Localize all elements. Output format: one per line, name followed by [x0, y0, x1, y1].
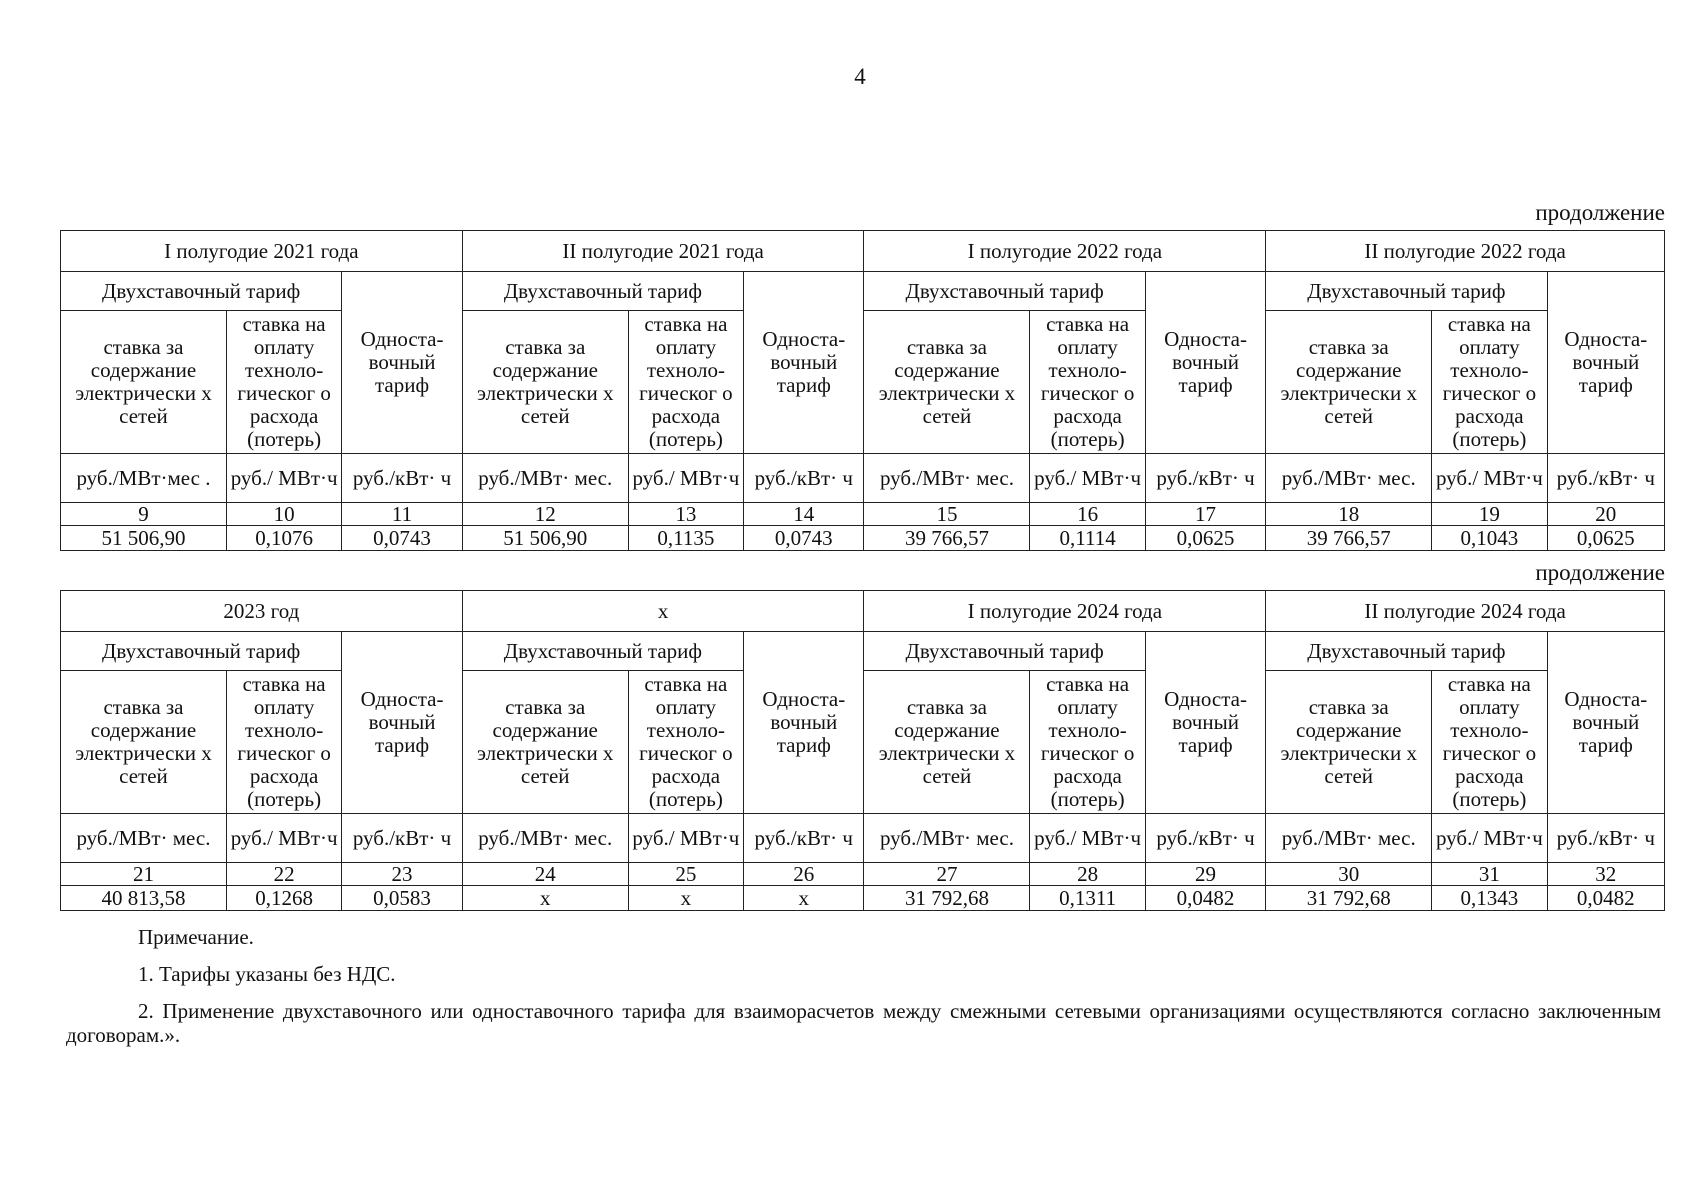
value-cell: 0,0482	[1547, 886, 1664, 911]
two-rate-tariff-header: Двухставочный тариф	[1266, 632, 1547, 671]
column-number-cell: 28	[1030, 863, 1145, 886]
tariff-type-row	[61, 632, 1665, 671]
maintenance-rate-header: ставка за содержание электрически х сетей	[61, 671, 227, 814]
column-number-cell: 27	[864, 863, 1030, 886]
maintenance-rate-header: ставка за содержание электрически х сетей	[864, 671, 1030, 814]
loss-rate-header: ставка на оплату техноло- гическог о расхода (потерь)	[226, 671, 341, 814]
period-header: II полугодие 2022 года	[1266, 231, 1665, 272]
value-cell: x	[628, 886, 743, 911]
single-rate-tariff-header: Односта- вочный тариф	[342, 272, 462, 454]
unit-cell: руб./кВт· ч	[342, 814, 462, 863]
unit-cell: руб./кВт· ч	[1145, 454, 1265, 503]
period-header-row	[61, 231, 1665, 272]
column-number-cell: 23	[342, 863, 462, 886]
values-row	[61, 526, 1665, 551]
column-number-row	[61, 503, 1665, 526]
value-cell: 39 766,57	[864, 526, 1030, 551]
unit-cell: руб./ МВт·ч	[628, 814, 743, 863]
column-number-cell: 30	[1266, 863, 1432, 886]
single-rate-tariff-header: Односта- вочный тариф	[744, 272, 864, 454]
continuation-label: продолжение	[1535, 560, 1665, 585]
page-number: 4	[854, 64, 866, 89]
notes-title: Примечание.	[138, 925, 254, 949]
value-cell: 31 792,68	[864, 886, 1030, 911]
unit-cell: руб./МВт· мес.	[462, 814, 628, 863]
value-cell: 40 813,58	[61, 886, 227, 911]
unit-cell: руб./МВт·мес .	[61, 454, 227, 503]
units-row	[61, 454, 1665, 503]
value-cell: 39 766,57	[1266, 526, 1432, 551]
unit-cell: руб./МВт· мес.	[864, 454, 1030, 503]
unit-cell: руб./кВт· ч	[1547, 814, 1664, 863]
note-item-2: 2. Применение двухставочного или одноставочного тарифа для взаиморасчетов между смежными сетевыми организациями осуществляются согласно заключенным договорам.».	[66, 999, 1661, 1047]
two-rate-tariff-header: Двухставочный тариф	[864, 632, 1145, 671]
value-cell: x	[744, 886, 864, 911]
period-header: I полугодие 2021 года	[61, 231, 463, 272]
unit-cell: руб./кВт· ч	[744, 454, 864, 503]
value-cell: 0,0743	[342, 526, 462, 551]
unit-cell: руб./ МВт·ч	[226, 454, 341, 503]
two-rate-tariff-header: Двухставочный тариф	[61, 272, 342, 311]
note-item-1: 1. Тарифы указаны без НДС.	[138, 962, 396, 986]
unit-cell: руб./МВт· мес.	[462, 454, 628, 503]
two-rate-tariff-header: Двухставочный тариф	[1266, 272, 1547, 311]
unit-cell: руб./ МВт·ч	[1030, 814, 1145, 863]
column-number-cell: 20	[1547, 503, 1664, 526]
tariff-table-1	[60, 230, 1665, 551]
column-number-row	[61, 863, 1665, 886]
value-cell: 0,0743	[744, 526, 864, 551]
two-rate-tariff-header: Двухставочный тариф	[61, 632, 342, 671]
two-rate-tariff-header: Двухставочный тариф	[462, 272, 743, 311]
column-number-cell: 14	[744, 503, 864, 526]
column-number-cell: 12	[462, 503, 628, 526]
single-rate-tariff-header: Односта- вочный тариф	[1547, 272, 1664, 454]
column-number-cell: 25	[628, 863, 743, 886]
loss-rate-header: ставка на оплату техноло- гическог о расхода (потерь)	[628, 311, 743, 454]
single-rate-tariff-header: Односта- вочный тариф	[1145, 272, 1265, 454]
column-number-cell: 26	[744, 863, 864, 886]
tariff-type-row	[61, 272, 1665, 311]
period-header: I полугодие 2022 года	[864, 231, 1266, 272]
loss-rate-header: ставка на оплату техноло- гическог о расхода (потерь)	[1030, 311, 1145, 454]
column-number-cell: 32	[1547, 863, 1664, 886]
single-rate-tariff-header: Односта- вочный тариф	[1547, 632, 1664, 814]
column-number-cell: 21	[61, 863, 227, 886]
column-number-cell: 19	[1432, 503, 1547, 526]
column-number-cell: 13	[628, 503, 743, 526]
unit-cell: руб./ МВт·ч	[1432, 454, 1547, 503]
unit-cell: руб./МВт· мес.	[864, 814, 1030, 863]
value-cell: x	[462, 886, 628, 911]
unit-cell: руб./кВт· ч	[1145, 814, 1265, 863]
period-header: 2023 год	[61, 591, 463, 632]
column-number-cell: 29	[1145, 863, 1265, 886]
column-number-cell: 15	[864, 503, 1030, 526]
unit-cell: руб./ МВт·ч	[1030, 454, 1145, 503]
value-cell: 0,1135	[628, 526, 743, 551]
value-cell: 0,1043	[1432, 526, 1547, 551]
maintenance-rate-header: ставка за содержание электрически х сетей	[1266, 311, 1432, 454]
value-cell: 0,1343	[1432, 886, 1547, 911]
maintenance-rate-header: ставка за содержание электрически х сетей	[864, 311, 1030, 454]
unit-cell: руб./МВт· мес.	[61, 814, 227, 863]
value-cell: 0,0625	[1547, 526, 1664, 551]
loss-rate-header: ставка на оплату техноло- гическог о расхода (потерь)	[1432, 311, 1547, 454]
maintenance-rate-header: ставка за содержание электрически х сетей	[462, 671, 628, 814]
loss-rate-header: ставка на оплату техноло- гическог о расхода (потерь)	[628, 671, 743, 814]
column-number-cell: 9	[61, 503, 227, 526]
loss-rate-header: ставка на оплату техноло- гическог о расхода (потерь)	[226, 311, 341, 454]
period-header: I полугодие 2024 года	[864, 591, 1266, 632]
maintenance-rate-header: ставка за содержание электрически х сетей	[61, 311, 227, 454]
unit-cell: руб./МВт· мес.	[1266, 814, 1432, 863]
unit-cell: руб./ МВт·ч	[1432, 814, 1547, 863]
column-number-cell: 17	[1145, 503, 1265, 526]
column-number-cell: 11	[342, 503, 462, 526]
loss-rate-header: ставка на оплату техноло- гическог о расхода (потерь)	[1432, 671, 1547, 814]
unit-cell: руб./МВт· мес.	[1266, 454, 1432, 503]
maintenance-rate-header: ставка за содержание электрически х сетей	[1266, 671, 1432, 814]
values-row	[61, 886, 1665, 911]
column-number-cell: 10	[226, 503, 341, 526]
tariff-table-2	[60, 590, 1665, 911]
single-rate-tariff-header: Односта- вочный тариф	[342, 632, 462, 814]
value-cell: 0,1076	[226, 526, 341, 551]
unit-cell: руб./ МВт·ч	[628, 454, 743, 503]
value-cell: 31 792,68	[1266, 886, 1432, 911]
value-cell: 0,0583	[342, 886, 462, 911]
single-rate-tariff-header: Односта- вочный тариф	[744, 632, 864, 814]
loss-rate-header: ставка на оплату техноло- гическог о расхода (потерь)	[1030, 671, 1145, 814]
column-number-cell: 16	[1030, 503, 1145, 526]
unit-cell: руб./кВт· ч	[1547, 454, 1664, 503]
value-cell: 0,1268	[226, 886, 341, 911]
two-rate-tariff-header: Двухставочный тариф	[864, 272, 1145, 311]
column-number-cell: 18	[1266, 503, 1432, 526]
column-number-cell: 31	[1432, 863, 1547, 886]
column-number-cell: 24	[462, 863, 628, 886]
value-cell: 0,0625	[1145, 526, 1265, 551]
units-row	[61, 814, 1665, 863]
unit-cell: руб./кВт· ч	[342, 454, 462, 503]
unit-cell: руб./кВт· ч	[744, 814, 864, 863]
column-number-cell: 22	[226, 863, 341, 886]
period-header: x	[462, 591, 864, 632]
value-cell: 0,0482	[1145, 886, 1265, 911]
maintenance-rate-header: ставка за содержание электрически х сетей	[462, 311, 628, 454]
continuation-label: продолжение	[1535, 200, 1665, 225]
two-rate-tariff-header: Двухставочный тариф	[462, 632, 743, 671]
unit-cell: руб./ МВт·ч	[226, 814, 341, 863]
single-rate-tariff-header: Односта- вочный тариф	[1145, 632, 1265, 814]
period-header: II полугодие 2024 года	[1266, 591, 1665, 632]
period-header: II полугодие 2021 года	[462, 231, 864, 272]
value-cell: 0,1114	[1030, 526, 1145, 551]
value-cell: 0,1311	[1030, 886, 1145, 911]
value-cell: 51 506,90	[462, 526, 628, 551]
value-cell: 51 506,90	[61, 526, 227, 551]
period-header-row	[61, 591, 1665, 632]
notes-section	[66, 925, 1661, 1047]
